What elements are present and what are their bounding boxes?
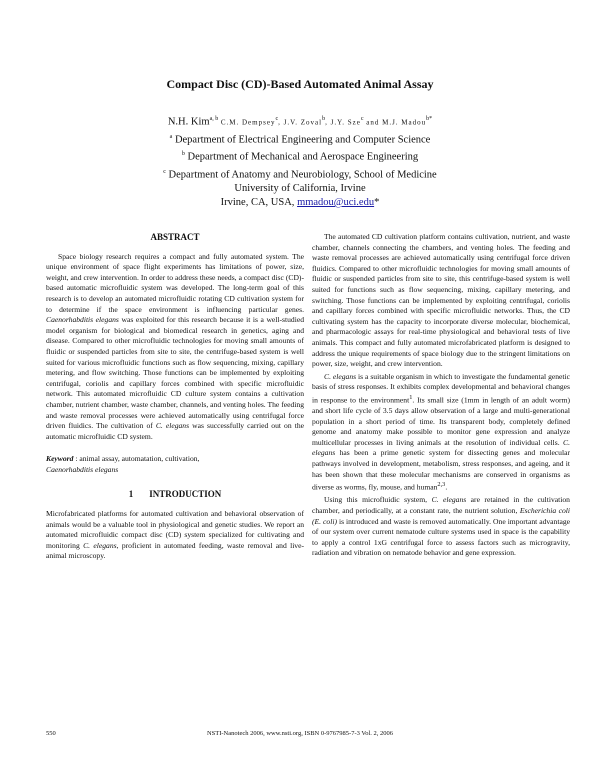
keywords: [46, 454, 304, 475]
right-text-3a: Using this microfluidic system,: [324, 495, 432, 505]
author-others3-sup: c: [360, 116, 364, 122]
affiliation-a-text: Department of Electrical Engineering and Computer Science: [174, 134, 431, 145]
keywords-label: Keyword: [46, 454, 74, 464]
right-paragraph-1: The automated CD cultivation platform contains cultivation, nutrient, and waste chamber, channels connecting the chambers, and venting holes. The feeding and waste removal processes are achieved automatically using centrifugal force driven fluidics. Compared to other microfluidic technologies for moving small amounts of fluidic or suspended particles from site to site, this centrifuge-based system is well suited for functions such as flow sequencing, mixing, capillary metering, and switching. Those functions can be implemented by exploiting centrifugal, coriolis and capillary forces combined with specific microfluidic networks. Thus, the CD cultivating system has the capacity to incorporate diverse molecular, biochemical, and pharmacologic assays for real-time physiological and behavioral tests of live animals. This compact and fully automated microfabricated platform is designed to address the unique requirements of space biology due to the stringent limitations on power, size, weight, and crew intervention.: [312, 232, 570, 369]
intro-paragraph: [46, 509, 304, 562]
author-others3: , J.Y. Sze: [325, 118, 361, 127]
author-others4-sup: b*: [426, 116, 433, 122]
left-column: [46, 232, 304, 564]
address-city: Irvine, CA, USA,: [220, 197, 298, 208]
author-others-sup: c: [275, 116, 279, 122]
abstract-text-2: was exploited for this research because it is a well-studied model organism for biological and biomedical research in genetics, aging and disease. Compared to other microfluidic technologies for moving small amounts of fluidic or suspended particles from site to site, the centrifuge-based system is well suited for various microfluidic functions such as flow sequencing, mixing, capillary metering, and flow switching. Those functions can be implemented by exploiting centrifugal, coriolis and capillary forces combined with specific microfluidic network. This automated microfluidic CD culture system contains a cultivation chamber, nutrient chamber, waste chamber, channels, and venting holes. The feeding and waste removal processes were achieved automatically using centrifugal force driven fluidics. The cultivation of: [46, 315, 304, 431]
right-species-3: C. elegans: [431, 495, 467, 505]
abstract-text-3: was successfully carried out on the automatic microfluidic CD system.: [46, 421, 304, 441]
right-paragraph-2: [312, 372, 570, 494]
right-paragraph-3: [312, 495, 570, 559]
author-names: [0, 112, 600, 130]
right-species-2: C. elegans: [312, 437, 570, 458]
page-number: 550: [46, 730, 56, 737]
affiliation-c-sup: c: [163, 168, 166, 175]
right-text-2a: is a suitable organism in which to investigate the fundamental genetic basis of stress responses. It exhibits complex developmental and behavioral changes in response to the environment: [312, 371, 570, 405]
author-first: N.H. Kim: [167, 116, 210, 128]
right-species-4: Escherichia coli (E. coli): [312, 505, 570, 526]
abstract-species-2: C. elegans: [155, 421, 190, 431]
affiliation-c: [0, 165, 600, 183]
right-species-1: C. elegans: [324, 371, 357, 381]
address-line: [0, 196, 600, 210]
university: University of California, Irvine: [234, 183, 366, 194]
abstract-paragraph: [46, 252, 304, 443]
right-column: [312, 232, 570, 561]
email-star: *: [374, 197, 380, 208]
author-others2: , J.V. Zoval: [278, 118, 323, 127]
intro-number: 1: [128, 489, 134, 500]
footer-citation: NSTI-Nanotech 2006, www.nsti.org, ISBN 0-9767985-7-3 Vol. 2, 2006: [206, 730, 394, 737]
affiliation-b-sup: b: [181, 151, 185, 157]
right-text-2b: . Its small size (1mm in length of an adult worm) and short life cycle of 3.5 days allow observation of a large and multi-generational population in a short period of time. Its transparent body, completely defined genome and anatomy make possible to monitor gene expression and analyze multicellular processes in living animals at the resolution of individual cells.: [312, 395, 571, 447]
affiliation-b-text: Department of Mechanical and Aerospace Engineering: [187, 151, 419, 163]
intro-text-1: Microfabricated platforms for automated cultivation and behavioral observation of animals would be a valuable tool in physiological and genetic studies. We report an automated microfluidic compact disc (CD) system specialized for cultivating and monitoring: [46, 509, 304, 550]
author-first-sup: a, b: [209, 116, 219, 122]
right-text-2d: .: [445, 482, 448, 492]
intro-species: C. elegans: [83, 540, 117, 550]
author-others4: and M.J. Madou: [363, 118, 427, 127]
author-others2-sup: b: [322, 116, 326, 122]
email-link[interactable]: mmadou@uci.edu: [297, 197, 375, 208]
right-text-3c: is introduced and waste is removed automatically. One important advantage of our system over current nematode culture systems used in space is the capability to apply a control 1xG centrifugal force to assess factors such as microgravity, radiation and vibration on nematode behavior and gene expression.: [312, 516, 570, 558]
abstract-heading: ABSTRACT: [150, 232, 200, 242]
right-text-3b: are retained in the cultivation chamber, and periodically, at a constant rate, the nutrient solution,: [312, 495, 570, 515]
abstract-species-1: Caenorhabditis elegans: [46, 315, 119, 325]
intro-title: INTRODUCTION: [149, 489, 222, 500]
author-block: [0, 112, 600, 210]
keywords-text: : animal assay, automatation, cultivation,: [73, 454, 200, 464]
abstract-text-1: Space biology research requires a compact and fully automated system. The unique environment of space flight experiments has limitations of power, size, weight, and crew intervention. In order to address these needs, a compact disc (CD)-based automatic microfluidic system was developed. The long-term goal of this research is to develop an automated microfluidic rotating CD cultivation system for to determine if the space environment is influencing particular genes.: [46, 251, 304, 314]
right-text-2c: has been a prime genetic system for dissecting genes and molecular pathways involved in development, metabolism, stress responses, and ageing, and it has been shown that these molecular mechanisms are conserved in organisms as diverse as worms, fly, mouse, and human: [312, 448, 570, 492]
paper-title: Compact Disc (CD)-Based Automated Animal Assay: [166, 77, 434, 91]
affiliation-a-sup: a: [169, 133, 173, 140]
intro-heading: [46, 489, 304, 500]
affiliation-b: [0, 147, 600, 165]
keywords-species: Caenorhabditis elegans: [46, 464, 119, 474]
reference-2: 2,3: [437, 481, 446, 489]
affiliation-a: [0, 130, 600, 148]
intro-text-2: , proficient in automated feeding, waste removal and live-animal microscopy.: [46, 540, 305, 561]
reference-1: 1: [409, 393, 413, 401]
author-others: C.M. Dempsey: [220, 118, 276, 127]
affiliation-c-text: Department of Anatomy and Neurobiology, School of Medicine: [168, 169, 437, 180]
